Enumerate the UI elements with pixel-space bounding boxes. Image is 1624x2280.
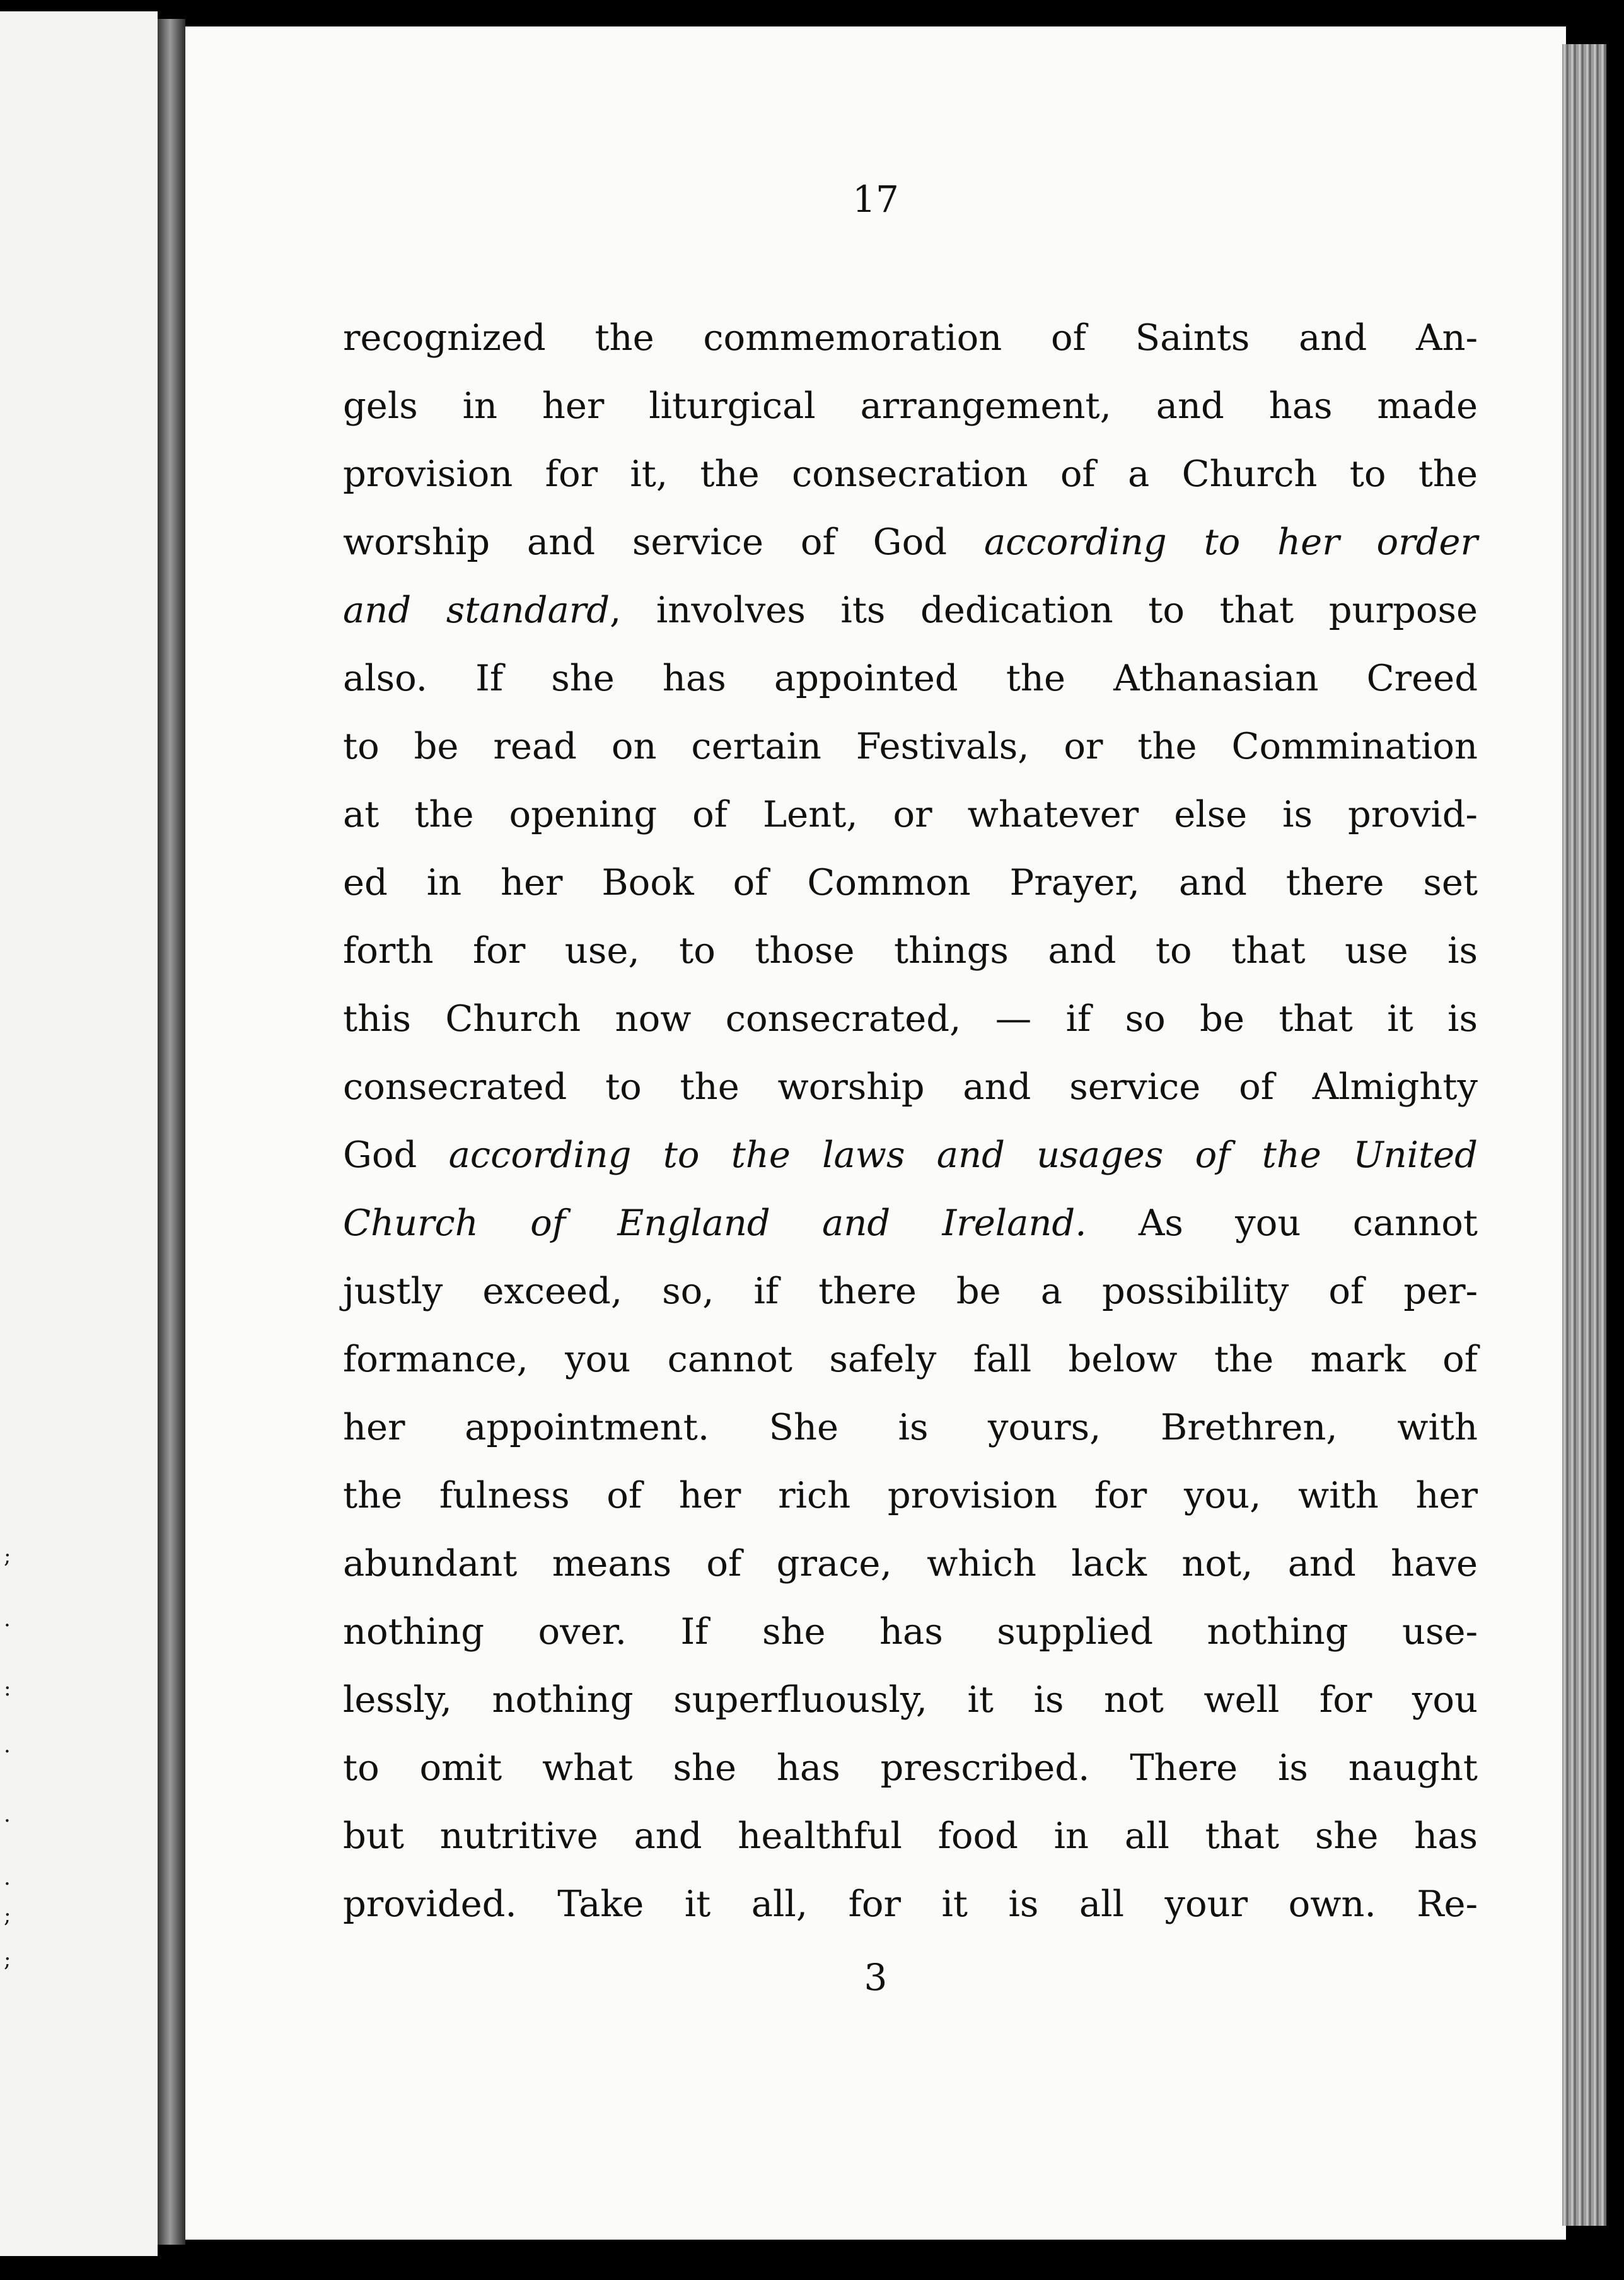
left-page-mark: · xyxy=(4,1739,11,1764)
text-line xyxy=(343,1393,1478,1462)
text-line xyxy=(343,1462,1478,1530)
left-page-mark: ; xyxy=(4,1903,11,1928)
text-line xyxy=(343,712,1478,781)
text-line xyxy=(343,781,1478,849)
text-line xyxy=(343,644,1478,712)
left-page-mark: · xyxy=(4,1808,11,1834)
book-page xyxy=(185,26,1566,2240)
text-line xyxy=(343,440,1478,508)
text-line xyxy=(343,576,1478,644)
text-line xyxy=(343,1121,1478,1189)
text-line xyxy=(343,917,1478,985)
text-run: worship and service of God xyxy=(343,521,984,563)
text-run: ed in her Book of Common Prayer, and there set xyxy=(343,861,1478,904)
text-run: but nutritive and healthful food in all that she has xyxy=(343,1815,1478,1857)
signature-mark: 3 xyxy=(864,1956,888,1999)
italic-text: Church of England and Ireland. xyxy=(343,1202,1087,1244)
text-line xyxy=(343,849,1478,917)
left-page-edge xyxy=(0,11,158,2256)
left-page-mark: · xyxy=(4,1871,11,1897)
text-run: justly exceed, so, if there be a possibility of per- xyxy=(343,1270,1478,1312)
text-run: to be read on certain Festivals, or the Commination xyxy=(343,725,1478,767)
text-run: As you cannot xyxy=(1086,1202,1478,1244)
text-line xyxy=(343,1870,1478,1938)
text-line xyxy=(343,1530,1478,1598)
italic-text: and standard xyxy=(343,589,610,631)
text-run: to omit what she has prescribed. There is naught xyxy=(343,1747,1478,1789)
text-line xyxy=(343,1053,1478,1121)
left-page-mark: ; xyxy=(4,1544,11,1569)
text-line xyxy=(343,304,1478,372)
text-run: consecrated to the worship and service of Almighty xyxy=(343,1066,1478,1108)
left-page-mark: . xyxy=(4,1607,11,1632)
text-line xyxy=(343,1598,1478,1666)
text-line xyxy=(343,1802,1478,1870)
text-line xyxy=(343,1257,1478,1325)
text-run: , involves its dedication to that purpose xyxy=(610,589,1478,631)
text-run: formance, you cannot safely fall below the mark of xyxy=(343,1338,1478,1380)
text-run: God xyxy=(343,1134,449,1176)
text-run: provided. Take it all, for it is all your own. Re- xyxy=(343,1883,1478,1925)
text-run: at the opening of Lent, or whatever else is provid- xyxy=(343,793,1478,835)
page-body-text xyxy=(343,304,1478,1938)
text-line xyxy=(343,508,1478,576)
text-run: nothing over. If she has supplied nothing use- xyxy=(343,1610,1478,1653)
text-run: abundant means of grace, which lack not, and have xyxy=(343,1542,1478,1585)
italic-text: according to the laws and usages of the United xyxy=(448,1134,1478,1176)
text-run: forth for use, to those things and to that use is xyxy=(343,929,1478,972)
text-line xyxy=(343,1734,1478,1802)
text-run: provision for it, the consecration of a Church to the xyxy=(343,453,1478,495)
text-run: lessly, nothing superfluously, it is not well for you xyxy=(343,1678,1478,1721)
text-line xyxy=(343,1666,1478,1734)
text-run: recognized the commemoration of Saints and An- xyxy=(343,317,1478,359)
page-edges xyxy=(1562,44,1606,2226)
text-line xyxy=(343,985,1478,1053)
text-line xyxy=(343,372,1478,440)
left-page-mark: ; xyxy=(4,1947,11,1972)
page-number: 17 xyxy=(852,178,899,221)
left-page-mark: : xyxy=(4,1676,11,1701)
text-run: the fulness of her rich provision for you, with her xyxy=(343,1474,1478,1516)
text-run: also. If she has appointed the Athanasian Creed xyxy=(343,657,1478,699)
binding-gutter xyxy=(158,19,185,2245)
text-run: this Church now consecrated, — if so be that it is xyxy=(343,998,1478,1040)
text-line xyxy=(343,1325,1478,1393)
italic-text: according to her order xyxy=(983,521,1478,563)
text-run: gels in her liturgical arrangement, and has made xyxy=(343,385,1478,427)
text-line xyxy=(343,1189,1478,1257)
text-run: her appointment. She is yours, Brethren, with xyxy=(343,1406,1478,1448)
